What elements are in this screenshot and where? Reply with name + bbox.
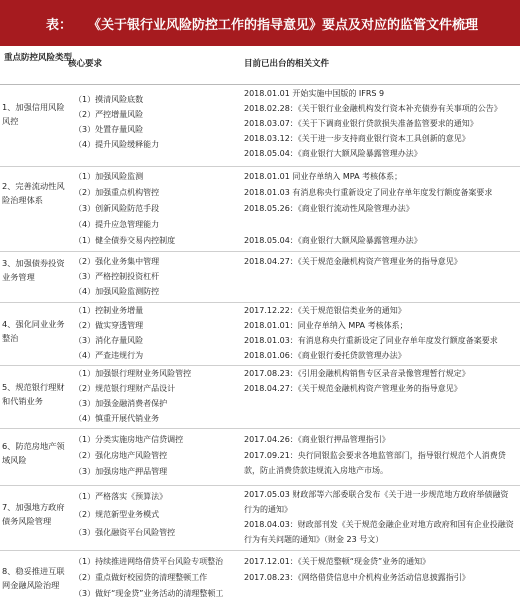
- requirement-item: （2）规范银行理财产品设计: [74, 384, 176, 393]
- document-item: 2018.01.01：同业存单纳入 MPA 考核体系；: [244, 321, 408, 330]
- requirement-item: （3）加强金融消费者保护: [74, 399, 168, 408]
- document-item: 2018.01.01 开始实施中国版的 IFRS 9: [244, 89, 385, 98]
- table-header: [0, 48, 520, 85]
- row-category: 2、完善流动性风险治理体系: [2, 181, 65, 205]
- requirement-item: （3）严格控制投资杠杆: [74, 272, 160, 281]
- title-text: 《关于银行业风险防控工作的指导意见》要点及对应的监管文件梳理: [88, 18, 479, 33]
- requirement-item: （2）严控增量风险: [74, 110, 144, 119]
- requirement-item: （3）创新风险防范手段: [74, 204, 160, 213]
- requirement-item: （3）加强房地产押品管理: [74, 467, 168, 476]
- requirement-item: （1）摸清风险底数: [74, 95, 144, 104]
- requirement-item: （4）慎重开展代销业务: [74, 414, 160, 423]
- requirement-item: （4）提升风险缓释能力: [74, 140, 160, 149]
- document-item: 2018.02.28：《关于银行业金融机构发行资本补充债券有关事项的公告》: [244, 104, 502, 113]
- table-row: [0, 486, 520, 551]
- requirement-item: （3）处置存量风险: [74, 125, 144, 134]
- document-item: 2018.01.03 有消息称央行重新设定了同业存单年度发行额度备案要求: [244, 188, 493, 197]
- title-prefix: 表：: [46, 18, 73, 33]
- title-bar: [0, 0, 520, 46]
- document-item: 2018.04.27：《关于规范金融机构资产管理业务的指导意见》: [244, 257, 462, 266]
- row-category: 1、加强信用风险风控: [2, 102, 65, 126]
- table-row: [0, 551, 520, 605]
- requirement-item: （1）加强银行理财业务风险管控: [74, 369, 192, 378]
- header-category: 重点防控风险类型: [4, 53, 73, 63]
- document-item: 2018.04.27：《关于规范金融机构资产管理业务的指导意见》: [244, 384, 462, 393]
- row-category: 3、加强债券投资业务管理: [2, 258, 65, 282]
- table-row: [0, 366, 520, 429]
- requirement-item: （4）加强风险监测防控: [74, 287, 160, 296]
- requirement-item: （1）严格落实《预算法》: [74, 492, 168, 501]
- requirement-item: （2）重点做好校园贷的清理整顿工作: [74, 573, 208, 582]
- requirement-item: （2）加强重点机构管控: [74, 188, 160, 197]
- document-item: 2018.01.06：《商业银行委托贷款管理办法》: [244, 351, 406, 360]
- document-item: 2017.12.01：《关于规范整顿“现金贷”业务的通知》: [244, 557, 431, 566]
- document-item: 2017.04.26：《商业银行押品管理指引》: [244, 435, 390, 444]
- requirement-item: （1）加强风险监测: [74, 172, 144, 181]
- document-item: 2018.03.07：《关于下调商业银行贷款损失准备监管要求的通知》: [244, 119, 478, 128]
- requirement-item: （1）控制业务增量: [74, 306, 144, 315]
- row-category: 5、规范银行理财和代销业务: [2, 382, 65, 406]
- header-documents: 目前已出台的相关文件: [244, 59, 330, 69]
- requirement-item: （2）强化房地产风险管控: [74, 451, 168, 460]
- table-row: [0, 303, 520, 366]
- document-item: 2018.01.01 同业存单纳入 MPA 考核体系；: [244, 172, 403, 181]
- document-item: 2018.05.04：《商业银行大额风险暴露管理办法》: [244, 236, 422, 245]
- document-item: 2018.05.26：《商业银行流动性风险管理办法》: [244, 204, 414, 213]
- requirement-item: （1）持续推进网络借贷平台风险专项整治: [74, 557, 224, 566]
- row-category: 4、强化同业业务整治: [2, 319, 65, 343]
- requirement-item: （3）做好“现金贷”业务活动的清理整顿工: [74, 589, 224, 598]
- requirement-item: （1）分类实施房地产信贷调控: [74, 435, 184, 444]
- document-item: 2018.03.12：《关于进一步支持商业银行资本工具创新的意见》: [244, 134, 470, 143]
- requirement-item: （2）做实穿透管理: [74, 321, 144, 330]
- row-category: 8、稳妥推进互联网金融风险治理: [2, 566, 65, 590]
- row-category: 6、防范房地产领域风险: [2, 441, 65, 465]
- table-row: [0, 252, 520, 303]
- requirement-item: （3）强化融资平台风险管控: [74, 528, 176, 537]
- document-item: 2017.08.23：《引用金融机构销售专区录音录像管理暂行规定》: [244, 369, 470, 378]
- document-item: 2017.09.21：央行同银监会要求各地监管部门，指导银行规范个人消费贷款，防止消费贷款违规流入房地产市场。: [244, 451, 506, 475]
- table-body: [0, 86, 520, 605]
- requirement-item: （4）提升应急管理能力: [74, 220, 160, 229]
- table-row: [0, 86, 520, 167]
- requirement-item: （4）严查违规行为: [74, 351, 144, 360]
- document-item: 2017.08.23：《网络借贷信息中介机构业务活动信息披露指引》: [244, 573, 470, 582]
- table-row: [0, 429, 520, 486]
- document-item: 2018.01.03：有消息称央行重新设定了同业存单年度发行额度备案要求: [244, 336, 498, 345]
- document-item: 2018.05.04：《商业银行大额风险暴露管理办法》: [244, 149, 422, 158]
- document-item: 2017.12.22：《关于规范银信类业务的通知》: [244, 306, 406, 315]
- requirement-item: （2）规范新型业务模式: [74, 510, 160, 519]
- table-row: [0, 167, 520, 252]
- row-category: 7、加强地方政府债务风险管理: [2, 502, 65, 526]
- requirement-item: （3）消化存量风险: [74, 336, 144, 345]
- document-item: 2018.04.03：财政部刊发《关于规范金融企业对地方政府和国有企业投融资行为有关问题的通知》（财金 23 号文）: [244, 520, 514, 544]
- requirement-item: （2）强化业务集中管理: [74, 257, 160, 266]
- header-requirements: 核心要求: [68, 59, 103, 69]
- document-item: 2017.05.03 财政部等六部委联合发布《关于进一步规范地方政府举债融资行为的通知》: [244, 490, 509, 514]
- requirement-item: （1）健全债券交易内控制度: [74, 236, 176, 245]
